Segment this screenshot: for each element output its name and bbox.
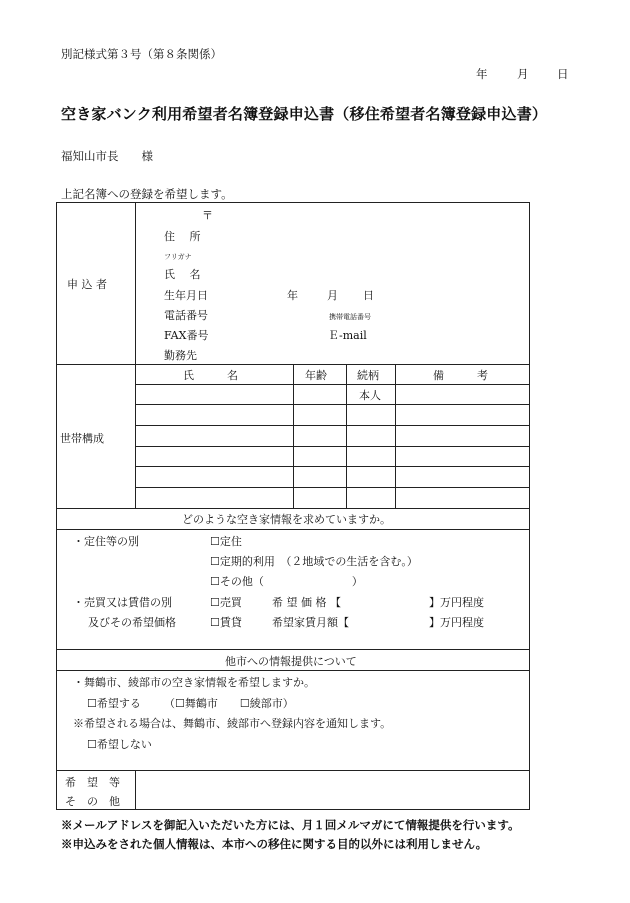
info-sharing-question: ・舞鶴市、綾部市の空き家情報を希望しますか。 xyxy=(73,676,315,689)
furigana-label: フリガナ xyxy=(164,253,192,261)
fax-label: FAX番号 xyxy=(164,329,209,342)
date-day[interactable]: 日 xyxy=(557,67,569,81)
rule xyxy=(57,649,529,650)
applicant-section-label: 申 込 者 xyxy=(67,278,107,291)
birth-day-label: 日 xyxy=(363,289,374,302)
option-not-want[interactable]: ☐希望しない xyxy=(87,738,152,751)
info-sharing-heading: 他市への情報提供について xyxy=(225,655,357,668)
option-sale[interactable]: ☐売買 xyxy=(210,596,242,609)
rule xyxy=(57,670,529,671)
rule xyxy=(135,770,136,809)
other-label-line2: そ の 他 xyxy=(65,795,120,808)
name-label: 氏 名 xyxy=(164,268,201,281)
birth-year-label: 年 xyxy=(287,289,298,302)
rule xyxy=(57,770,529,771)
desired-price-label: 及びその希望価格 xyxy=(88,616,176,629)
rule xyxy=(135,203,136,508)
residence-type-label: ・定住等の別 xyxy=(73,535,139,548)
postal-mark: 〒 xyxy=(202,209,213,222)
sale-rent-label: ・売買又は賃借の別 xyxy=(73,596,172,609)
rule xyxy=(135,404,529,405)
birthdate-label: 生年月日 xyxy=(164,289,208,302)
price-unit: 】万円程度 xyxy=(429,596,484,609)
column-header-remarks: 備 考 xyxy=(433,369,488,382)
birth-month-label: 月 xyxy=(327,289,338,302)
note-privacy: ※申込みをされた個人情報は、本市への移住に関する目的以外には利用しません。 xyxy=(61,837,488,851)
intro-text: 上記名簿への登録を希望します。 xyxy=(61,187,233,201)
form-number: 別記様式第３号（第８条関係） xyxy=(61,47,222,61)
housing-request-heading: どのような空き家情報を求めていますか。 xyxy=(182,513,391,526)
rule xyxy=(57,508,529,509)
email-label: Ｅ-mail xyxy=(328,329,367,342)
application-form xyxy=(56,202,530,810)
info-sharing-note: ※希望される場合は、舞鶴市、綾部市へ登録内容を通知します。 xyxy=(73,717,392,730)
option-cities[interactable]: （☐舞鶴市 ☐綾部市） xyxy=(164,697,294,710)
rent-unit: 】万円程度 xyxy=(429,616,484,629)
desired-rent-field[interactable]: 希望家賃月額【 xyxy=(272,616,349,629)
date-month[interactable]: 月 xyxy=(517,67,529,81)
rule xyxy=(135,446,529,447)
rule xyxy=(346,364,347,508)
address-label: 住 所 xyxy=(164,230,201,243)
other-label-line1: 希 望 等 xyxy=(65,776,120,789)
column-header-relation: 続柄 xyxy=(357,369,379,382)
option-settle[interactable]: ☐定住 xyxy=(210,535,242,548)
self-relation: 本人 xyxy=(359,389,381,402)
option-rent[interactable]: ☐賃貸 xyxy=(210,616,242,629)
option-periodic-use[interactable]: ☐定期的利用 （２地域での生活を含む。） xyxy=(210,555,418,568)
note-mail-magazine: ※メールアドレスを御記入いただいた方には、月１回メルマガにて情報提供を行います。 xyxy=(61,818,520,832)
column-header-name: 氏 名 xyxy=(183,369,238,382)
rule xyxy=(135,384,529,385)
addressee: 福知山市長 様 xyxy=(61,149,153,163)
rule xyxy=(135,425,529,426)
mobile-label: 携帯電話番号 xyxy=(329,313,371,321)
rule xyxy=(395,364,396,508)
household-section-label: 世帯構成 xyxy=(60,432,104,445)
rule xyxy=(135,487,529,488)
phone-label: 電話番号 xyxy=(164,309,208,322)
option-want-info[interactable]: ☐希望する xyxy=(87,697,141,710)
rule xyxy=(135,466,529,467)
desired-price-field[interactable]: 希 望 価 格 【 xyxy=(272,596,341,609)
option-other[interactable]: ☐その他（ ） xyxy=(210,575,363,588)
rule xyxy=(57,529,529,530)
rule xyxy=(293,364,294,508)
document-title: 空き家バンク利用希望者名簿登録申込書（移住希望者名簿登録申込書） xyxy=(61,105,548,123)
column-header-age: 年齢 xyxy=(305,369,327,382)
date-year[interactable]: 年 xyxy=(476,67,488,81)
workplace-label: 勤務先 xyxy=(164,349,197,362)
